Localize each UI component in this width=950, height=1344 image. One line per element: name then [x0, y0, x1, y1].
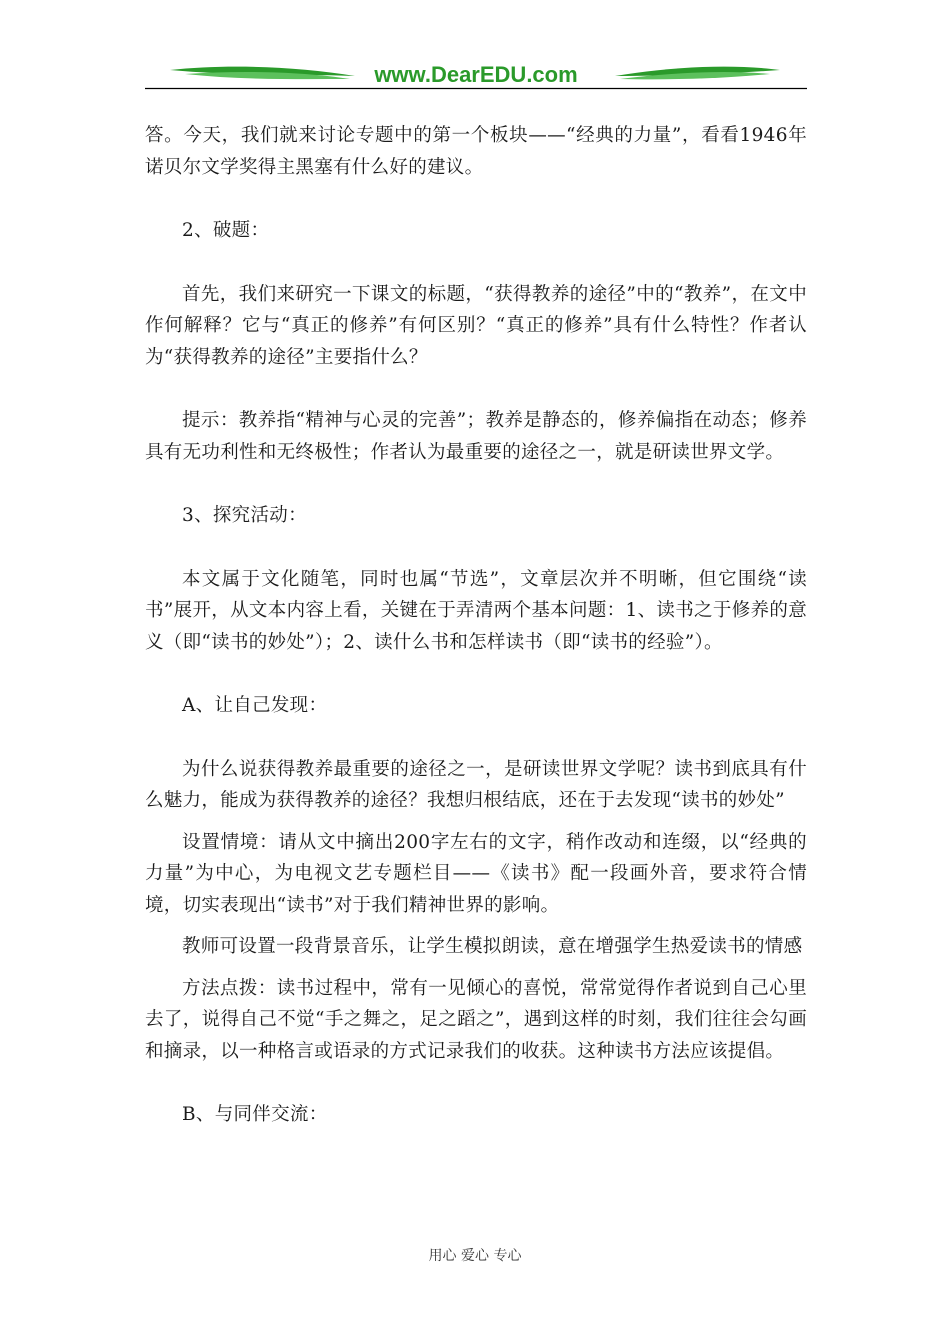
paragraph: B、与同伴交流： — [182, 1104, 328, 1125]
dearedu-logo — [145, 52, 807, 92]
paragraph: 2、破题： — [182, 220, 270, 241]
paragraph: 为什么说获得教养最重要的途径之一，是研读世界文学呢？读书到底具有什么魅力，能成为获得教养的途径？我想归根结底，还在于去发现“读书的妙处” — [145, 758, 807, 811]
document-body — [145, 120, 807, 1131]
paragraph: 方法点拨：读书过程中，常有一见倾心的喜悦，常常觉得作者说到自己心里去了，说得自己不觉“手之舞之，足之蹈之”，遇到这样的时刻，我们往往会勾画和摘录，以一种格言或语录的方式记录我们的收获。这种读书方法应该提倡。 — [145, 977, 807, 1062]
paragraph: 提示：教养指“精神与心灵的完善”；教养是静态的，修养偏指在动态；修养具有无功利性和无终极性；作者认为最重要的途径之一，就是研读世界文学。 — [145, 410, 807, 463]
paragraph: 本文属于文化随笔，同时也属“节选”，文章层次并不明晰，但它围绕“读书”展开，从文本内容上看，关键在于弄清两个基本问题：1、读书之于修养的意义（即“读书的妙处”）；2、读什么书和怎样读书（即“读书的经验”）。 — [145, 568, 807, 653]
paragraph: A、让自己发现： — [182, 695, 328, 716]
paragraph: 答。今天，我们就来讨论专题中的第一个板块——“经典的力量”，看看1946年诺贝尔文学奖得主黑塞有什么好的建议。 — [145, 125, 807, 178]
logo-text: www.DearEDU.com — [374, 62, 578, 87]
page-header — [145, 52, 807, 92]
page-footer: 用心 爱心 专心 — [428, 1248, 522, 1264]
paragraph: 首先，我们来研究一下课文的标题，“获得教养的途径”中的“教养”，在文中作何解释？它与“真正的修养”有何区别？“真正的修养”具有什么特性？作者认为“获得教养的途径”主要指什么？ — [145, 283, 807, 368]
paragraph: 3、探究活动： — [182, 505, 307, 526]
paragraph: 教师可设置一段背景音乐，让学生模拟朗读，意在增强学生热爱读书的情感 — [182, 936, 803, 957]
paragraph: 设置情境：请从文中摘出200字左右的文字，稍作改动和连缀，以“经典的力量”为中心，为电视文艺专题栏目——《读书》配一段画外音，要求符合情境，切实表现出“读书”对于我们精神世界的影响。 — [145, 831, 807, 916]
